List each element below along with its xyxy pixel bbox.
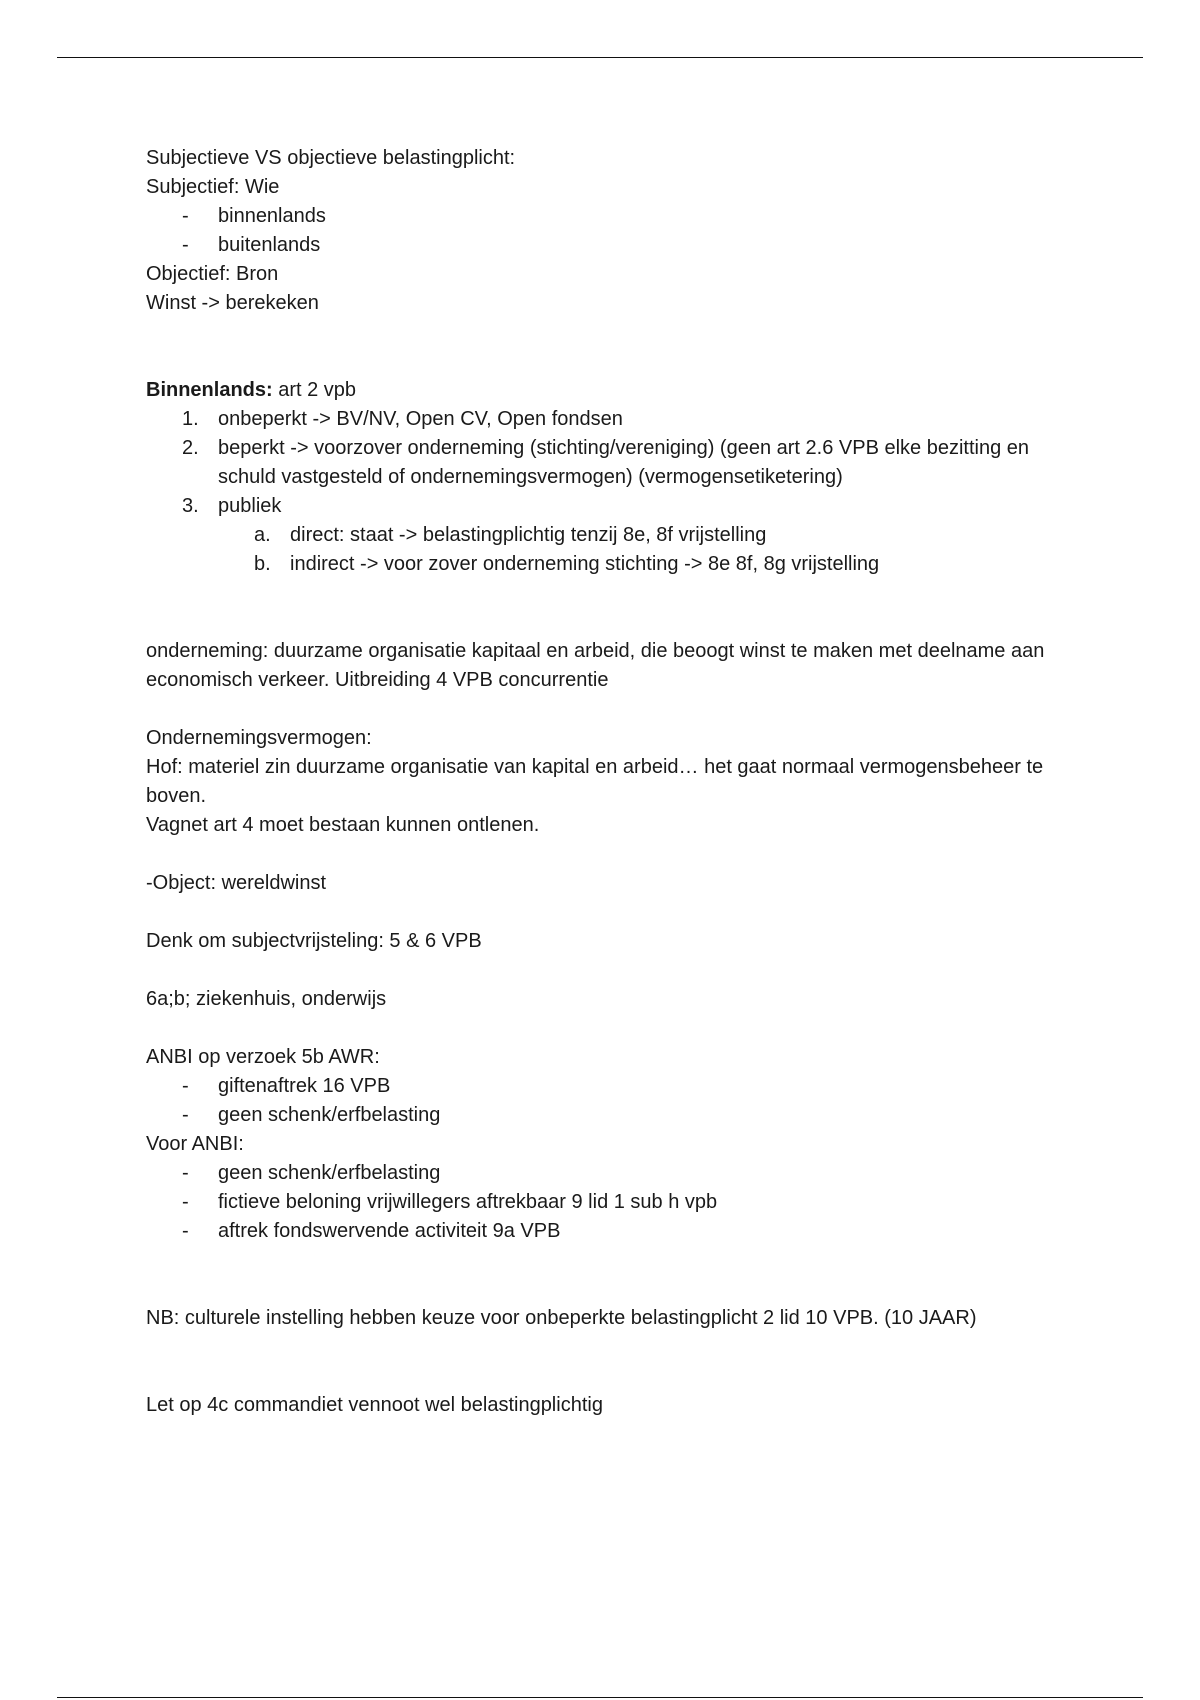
denk-om-line: Denk om subjectvrijsteling: 5 & 6 VPB bbox=[146, 930, 482, 952]
subjectief-line: Subjectief: Wie bbox=[146, 176, 280, 198]
dash-marker: - bbox=[182, 1104, 189, 1126]
publiek-sublist bbox=[146, 521, 1046, 579]
dash-marker: - bbox=[182, 1162, 189, 1184]
binnenlands-heading bbox=[146, 376, 1046, 405]
binnenlands-rest: art 2 vpb bbox=[272, 379, 357, 401]
list-item: - geen schenk/erfbelasting bbox=[146, 1101, 1046, 1130]
list-item: 2. beperkt -> voorzover onderneming (stichting/vereniging) (geen art 2.6 VPB elke bezitting en schuld vastgesteld of ondernemingsvermogen) (vermogensetiketering) bbox=[182, 437, 1030, 488]
ondernemingsvermogen-title: Ondernemingsvermogen: bbox=[146, 727, 372, 749]
list-item: - geen schenk/erfbelasting bbox=[146, 1159, 1046, 1188]
dash-marker: - bbox=[182, 234, 189, 256]
section-title: Subjectieve VS objectieve belastingplicht: bbox=[146, 147, 516, 169]
dash-marker: - bbox=[182, 1220, 189, 1242]
binnenlands-list bbox=[146, 405, 1046, 521]
list-item: - aftrek fondswervende activiteit 9a VPB bbox=[146, 1217, 1046, 1246]
anbi-list bbox=[146, 1072, 1046, 1130]
subjectief-list bbox=[146, 202, 1046, 260]
dash-marker: - bbox=[182, 1191, 189, 1213]
objectief-line: Objectief: Bron bbox=[146, 263, 279, 285]
anbi-title: ANBI op verzoek 5b AWR: bbox=[146, 1046, 380, 1068]
footer-rule bbox=[57, 1697, 1143, 1698]
list-item: - binnenlands bbox=[146, 202, 1046, 231]
zes-ab-line: 6a;b; ziekenhuis, onderwijs bbox=[146, 988, 387, 1010]
onderneming-paragraph: onderneming: duurzame organisatie kapitaal en arbeid, die beoogt winst te maken met deelname aan economisch verkeer. Uitbreiding 4 VPB concurrentie bbox=[146, 640, 1050, 691]
vagnet-line: Vagnet art 4 moet bestaan kunnen ontlenen. bbox=[146, 814, 540, 836]
header-rule bbox=[57, 57, 1143, 58]
dash-marker: - bbox=[182, 1075, 189, 1097]
voor-anbi-list bbox=[146, 1159, 1046, 1246]
list-item: 3. publiek bbox=[182, 495, 282, 517]
list-item: - buitenlands bbox=[146, 231, 1046, 260]
list-item: a. direct: staat -> belastingplichtig tenzij 8e, 8f vrijstelling bbox=[254, 524, 767, 546]
binnenlands-label: Binnenlands: bbox=[146, 379, 273, 401]
let-op-line: Let op 4c commandiet vennoot wel belastingplichtig bbox=[146, 1394, 603, 1416]
list-item: b. indirect -> voor zover onderneming stichting -> 8e 8f, 8g vrijstelling bbox=[254, 553, 880, 575]
document-body bbox=[146, 144, 1050, 1420]
object-line: -Object: wereldwinst bbox=[146, 872, 327, 894]
hof-paragraph: Hof: materiel zin duurzame organisatie van kapital en arbeid… het gaat normaal vermogensbeheer te boven. bbox=[146, 756, 1049, 807]
winst-line: Winst -> berekeken bbox=[146, 292, 319, 314]
list-item: - giftenaftrek 16 VPB bbox=[146, 1072, 1046, 1101]
voor-anbi-title: Voor ANBI: bbox=[146, 1133, 244, 1155]
dash-marker: - bbox=[182, 205, 189, 227]
list-item: 1. onbeperkt -> BV/NV, Open CV, Open fondsen bbox=[182, 408, 623, 430]
nb-paragraph: NB: culturele instelling hebben keuze voor onbeperkte belastingplicht 2 lid 10 VPB. (10 JAAR) bbox=[146, 1307, 977, 1329]
list-item: - fictieve beloning vrijwillegers aftrekbaar 9 lid 1 sub h vpb bbox=[146, 1188, 1046, 1217]
